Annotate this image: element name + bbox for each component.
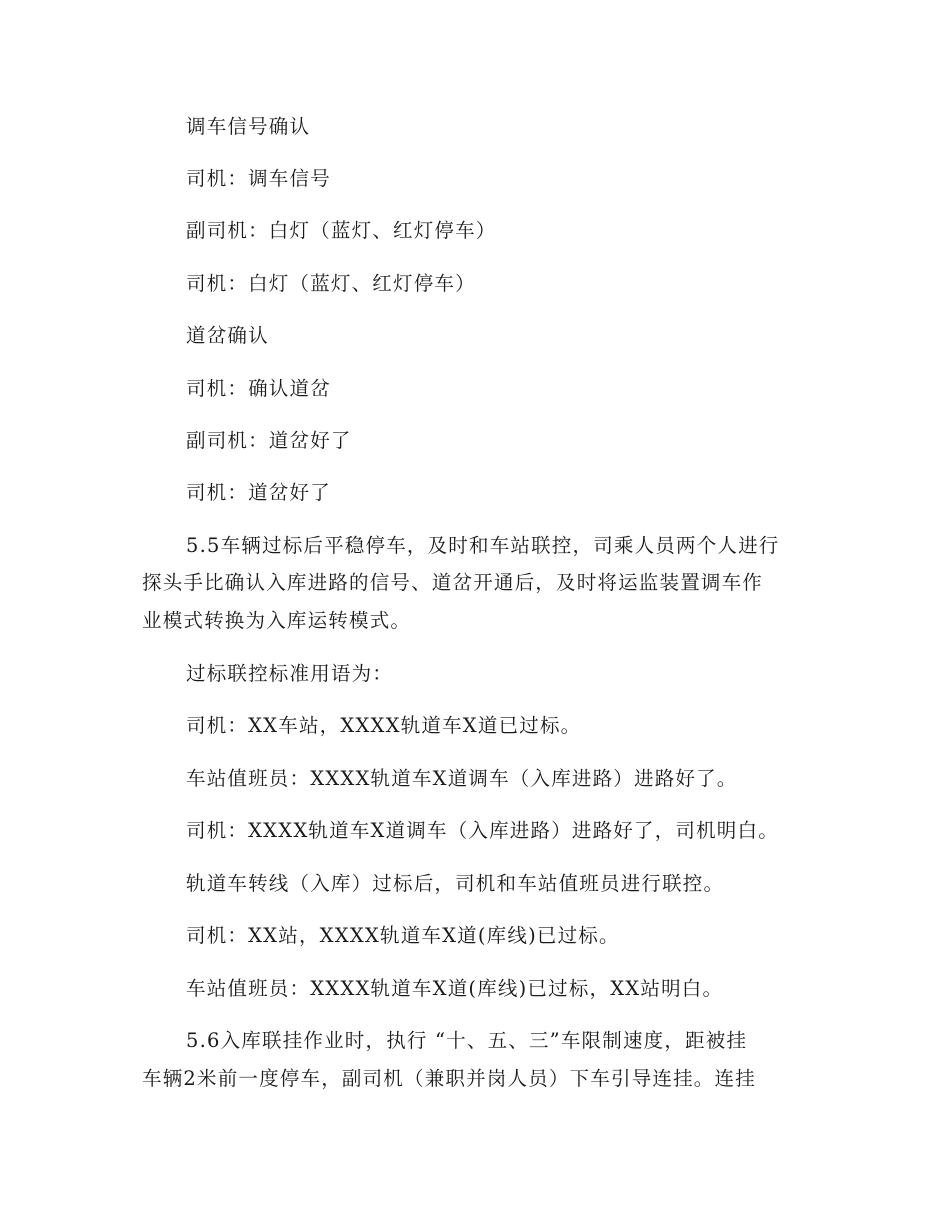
heading-switch-confirm: 道岔确认 xyxy=(186,324,269,347)
paragraph-5-5-line-3: 业模式转换为入库运转模式。 xyxy=(142,609,412,632)
dialogue-line: 司机：调车信号 xyxy=(186,167,331,190)
dialogue-line: 副司机：道岔好了 xyxy=(186,429,352,452)
dialogue-line: 司机：白灯（蓝灯、红灯停车） xyxy=(186,272,476,295)
heading-standard-phrases: 过标联控标准用语为： xyxy=(186,662,394,685)
dialogue-line: 司机：XXXX轨道车X道调车（入库进路）进路好了，司机明白。 xyxy=(186,819,779,842)
dialogue-line: 车站值班员：XXXX轨道车X道(库线)已过标，XX站明白。 xyxy=(186,977,724,1000)
dialogue-line: 司机：XX站，XXXX轨道车X道(库线)已过标。 xyxy=(186,924,620,947)
dialogue-line: 车站值班员：XXXX轨道车X道调车（入库进路）进路好了。 xyxy=(186,767,738,790)
dialogue-line: 司机：道岔好了 xyxy=(186,481,331,504)
paragraph-line: 轨道车转线（入库）过标后，司机和车站值班员进行联控。 xyxy=(186,872,725,895)
dialogue-line: 司机：XX车站，XXXX轨道车X道已过标。 xyxy=(186,714,582,737)
dialogue-line: 司机：确认道岔 xyxy=(186,377,331,400)
heading-shunting-signal-confirm: 调车信号确认 xyxy=(186,115,311,138)
paragraph-5-6-line-2: 车辆2米前一度停车，副司机（兼职并岗人员）下车引导连挂。连挂 xyxy=(142,1067,756,1090)
paragraph-5-5-line-2: 探头手比确认入库进路的信号、道岔开通后，及时将运监装置调车作 xyxy=(142,571,764,594)
dialogue-line: 副司机：白灯（蓝灯、红灯停车） xyxy=(186,219,497,242)
paragraph-5-6-line-1: 5.6入库联挂作业时，执行 “十、五、三”车限制速度，距被挂 xyxy=(186,1029,748,1052)
paragraph-5-5-line-1: 5.5车辆过标后平稳停车，及时和车站联控，司乘人员两个人进行 xyxy=(186,534,780,557)
